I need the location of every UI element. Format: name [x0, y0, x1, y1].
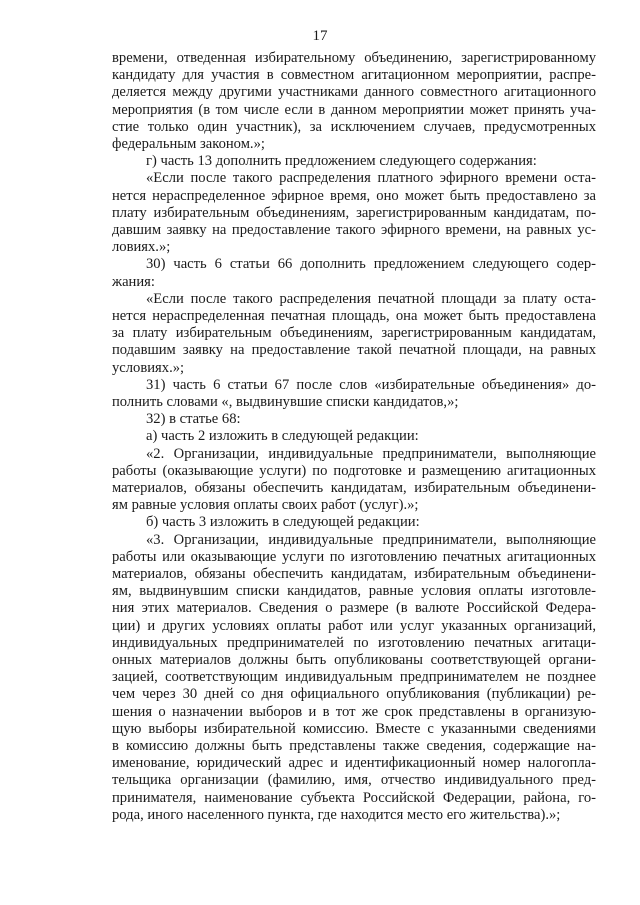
text-line: материалов, обязаны обеспечить кандидатам, избирательным объединени-	[112, 566, 596, 582]
text-line: в комиссию должны быть представлены также сведения, содержащие на-	[112, 738, 596, 754]
text-line: шения о назначении выборов и в тот же срок представлены в организую-	[112, 703, 596, 720]
text-line: жания:	[112, 273, 155, 290]
text-line: тельщика организации (фамилию, имя, отчество индивидуального пред-	[112, 772, 596, 789]
text-line: «Если после такого распределения печатной площади за плату оста-	[146, 290, 596, 307]
text-line: рода, иного населенного пункта, где находится место его жительства).»;	[112, 806, 561, 823]
text-line: ям, выдвинувшим списки кандидатов, равные условия оплаты изготовле-	[112, 583, 596, 600]
text-line: работы (оказывающие услуги) по подготовке и размещению агитационных	[112, 462, 596, 479]
text-line: индивидуальных предпринимателей по изготовлению печатных агитаци-	[112, 634, 596, 651]
text-line: условиях.»;	[112, 359, 185, 376]
text-line: онных материалов должны быть опубликованы соответствующей органи-	[112, 652, 596, 668]
text-line: ции) и других условиях оплаты работ или услуг указанных организаций,	[112, 617, 596, 634]
text-line: принимателя, наименование субъекта Российской Федерации, района, го-	[112, 789, 596, 806]
text-line: «Если после такого распределения платного эфирного времени оста-	[146, 170, 596, 187]
text-line: ям равные условия оплаты своих работ (услуг).»;	[112, 497, 419, 514]
text-line: стие только один участник), за исключением случаев, предусмотренных	[112, 118, 596, 135]
text-line: ния этих материалов. Сведения о размере (в валюте Российской Федера-	[112, 600, 596, 617]
text-line: времени, отведенная избирательному объединению, зарегистрированному	[112, 50, 596, 66]
text-line: деляется между другими участниками данного совместного агитационного	[112, 84, 596, 101]
text-line: давшим заявку на предоставление такого эфирного времени, на равных ус-	[112, 222, 596, 238]
text-line: г) часть 13 дополнить предложением следующего содержания:	[146, 153, 537, 170]
text-line: нется нераспределенная печатная площадь, она может быть предоставлена	[112, 308, 596, 324]
page-number: 17	[312, 28, 328, 44]
text-line: именование, юридический адрес и идентификационный номер налогопла-	[112, 755, 596, 772]
text-line: «3. Организации, индивидуальные предприниматели, выполняющие	[146, 531, 596, 548]
text-line: подавшим заявку на предоставление такой печатной площади, на равных	[112, 342, 596, 359]
text-line: зацией, соответствующим индивидуальным предпринимателем не позднее	[112, 669, 596, 686]
text-line: чем через 30 дней со дня официального опубликования (публикации) ре-	[112, 686, 596, 703]
text-line: 32) в статье 68:	[146, 411, 241, 428]
text-line: щую выборы избирательной комиссию. Вместе с указанными сведениями	[112, 720, 596, 737]
text-line: работы или оказывающие услуги по изготовлению печатных агитационных	[112, 548, 596, 565]
text-line: плату избирательным объединениям, зарегистрированным кандидатам, по-	[112, 204, 596, 221]
text-line: «2. Организации, индивидуальные предприниматели, выполняющие	[146, 445, 596, 462]
text-line: ловиях.»;	[112, 239, 171, 256]
text-line: 30) часть 6 статьи 66 дополнить предложением следующего содер-	[146, 256, 596, 273]
text-line: за плату избирательным объединениям, зарегистрированным кандидатам,	[112, 325, 596, 342]
text-line: б) часть 3 изложить в следующей редакции:	[146, 514, 420, 531]
text-line: мероприятия (в том числе если в данном мероприятии может принять уча-	[112, 101, 596, 118]
text-line: федеральным законом.»;	[112, 136, 265, 152]
text-line: кандидату для участия в совместном агитационном мероприятии, распре-	[112, 67, 596, 84]
text-line: материалов, обязаны обеспечить кандидатам, избирательным объединени-	[112, 480, 596, 496]
text-line: а) часть 2 изложить в следующей редакции:	[146, 428, 419, 445]
text-line: 31) часть 6 статьи 67 после слов «избирательные объединения» до-	[146, 376, 596, 393]
text-line: нется нераспределенное эфирное время, оно может быть предоставлено за	[112, 187, 596, 204]
text-line: полнить словами «, выдвинувшие списки кандидатов,»;	[112, 394, 459, 410]
